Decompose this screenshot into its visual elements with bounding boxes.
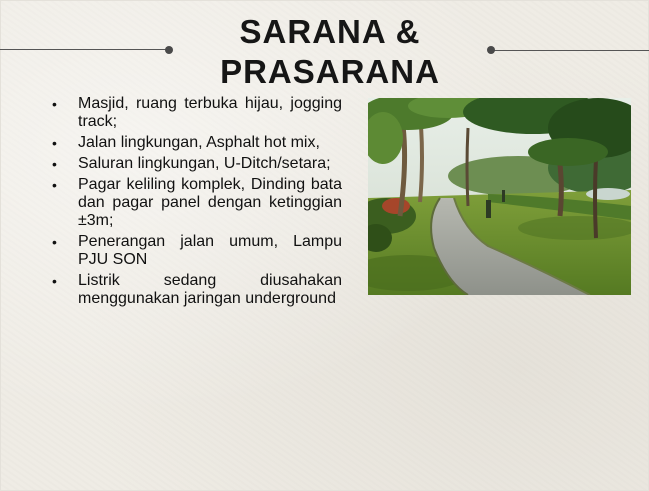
bullet-item [52, 95, 342, 131]
slide-title [195, 12, 465, 92]
bullet-dot-icon: • [52, 273, 57, 289]
bullet-text: Masjid, ruang terbuka hijau, jogging track; [78, 95, 342, 130]
slide-title-line-2: PRASARANA [220, 53, 440, 90]
bullet-text: Pagar keliling komplek, Dinding bata dan pagar panel dengan ketinggian ±3m; [78, 176, 342, 229]
bullet-list [52, 95, 342, 311]
bullet-text: Jalan lingkungan, Asphalt hot mix, [78, 134, 320, 151]
title-rule-left [0, 49, 168, 50]
bullet-dot-icon: • [52, 177, 57, 193]
park-path-photo [368, 98, 631, 295]
bullet-dot-icon: • [52, 135, 57, 151]
bullet-item [52, 134, 342, 152]
bullet-dot-icon: • [52, 156, 57, 172]
bullet-text: Listrik sedang diusahakan menggunakan jaringan underground [78, 272, 342, 307]
park-path-illustration [368, 98, 631, 295]
bullet-text: Saluran lingkungan, U-Ditch/setara; [78, 155, 331, 172]
bullet-item [52, 155, 342, 173]
bullet-dot-icon: • [52, 234, 57, 250]
bullet-dot-icon: • [52, 96, 57, 112]
bullet-item [52, 233, 342, 269]
bullet-text: Penerangan jalan umum, Lampu PJU SON [78, 233, 342, 268]
bullet-item [52, 272, 342, 308]
divider-dot-icon-left [165, 46, 173, 54]
bullet-item [52, 176, 342, 230]
slide-title-line-1: SARANA & [239, 13, 421, 50]
title-rule-right [493, 50, 649, 51]
divider-dot-icon-right [487, 46, 495, 54]
